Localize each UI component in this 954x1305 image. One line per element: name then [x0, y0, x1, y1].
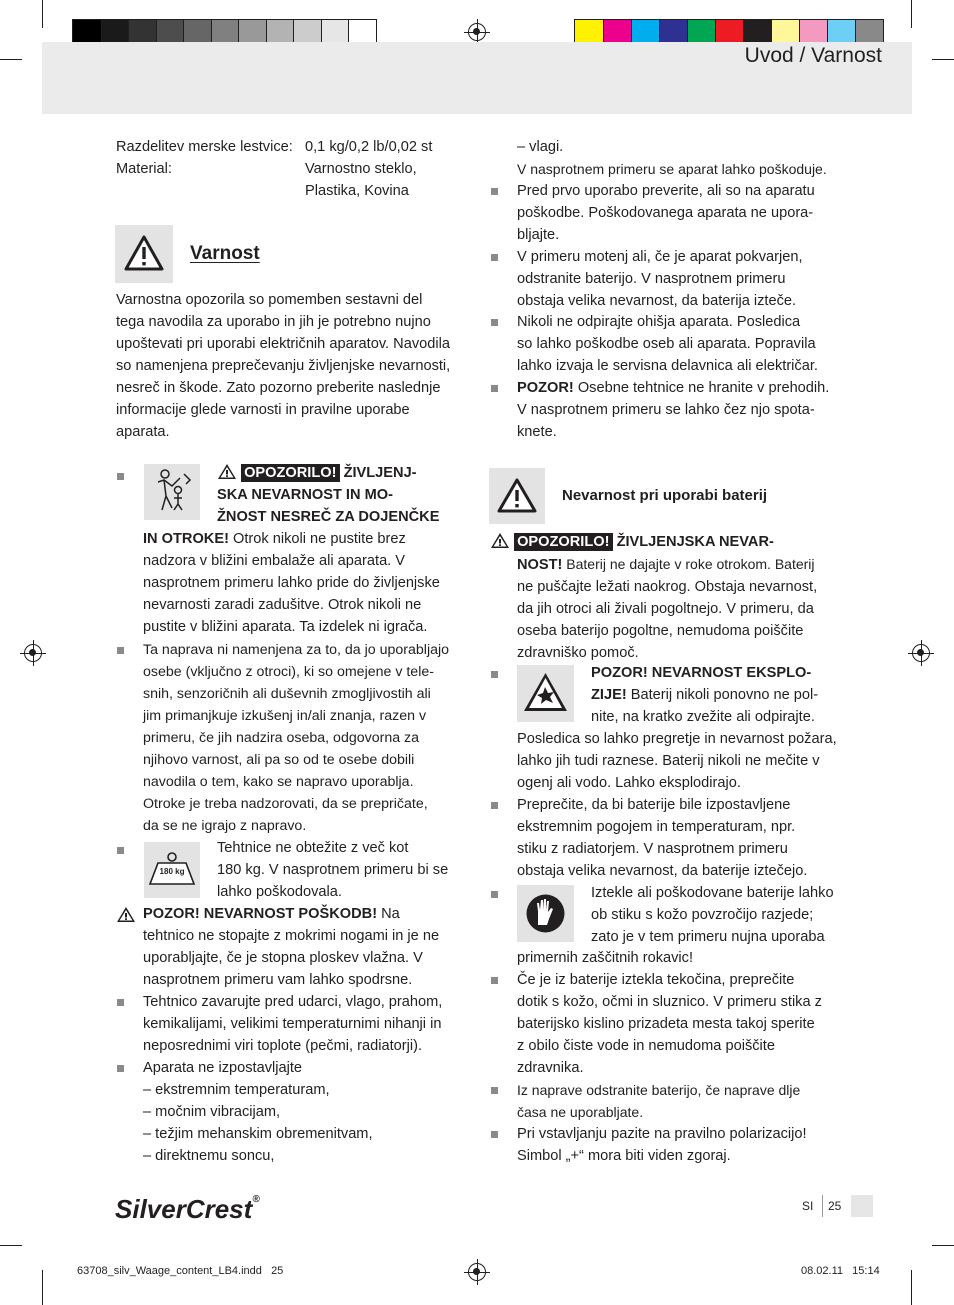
text-line: Varnostna opozorila so pomemben sestavni del	[116, 292, 423, 308]
explosion-warning	[591, 662, 851, 728]
do-not-open	[490, 311, 850, 377]
text-line: pustite v bližini aparata. Ta izdelek ni igrača.	[143, 619, 428, 635]
text-line: Preprečite, da bi baterije bile izpostavljene	[517, 797, 791, 813]
text-line: informacije glede varnosti in pravilne uporabe	[116, 402, 410, 418]
language-code: SI	[802, 1199, 814, 1213]
spec-table	[116, 136, 476, 202]
square-bullet-icon	[491, 891, 498, 898]
weight-limit	[217, 837, 477, 903]
battery-section-title: Nevarnost pri uporabi baterij	[562, 487, 768, 504]
warning-label: OPOZORILO!	[241, 464, 339, 482]
child-warning-heading: ŽIVLJENJ-	[343, 465, 417, 481]
text-line: uporabljajte, če je stopna ploskev vlažna. V	[143, 950, 423, 966]
text-line: nesreč in škode. Zato pozorno preberite naslednje	[116, 380, 441, 396]
battery-life-warning	[490, 531, 850, 664]
text-line: Tehtnice ne obtežite z več kot	[217, 840, 409, 856]
explosion-heading: POZOR! NEVARNOST EKSPLO-	[591, 665, 812, 681]
crop-mark	[932, 59, 954, 60]
text-line: da jih otroci ali živali pogoltnejo. V primeru, da	[517, 601, 814, 617]
file-info: 63708_silv_Waage_content_LB4.indd 25	[77, 1265, 284, 1277]
child-warning-heading: ŽNOST NESREČ ZA DOJENČKE	[217, 509, 440, 525]
child-warning-heading: SKA NEVARNOST IN MO-	[217, 487, 393, 503]
text-line: Iztekle ali poškodovane baterije lahko	[591, 885, 834, 901]
child-warning-heading: IN OTROKE!	[143, 531, 229, 547]
square-bullet-icon	[491, 319, 498, 326]
leak-continued	[517, 947, 857, 969]
text-line: so lahko poškodbe oseb ali aparata. Popravila	[517, 336, 816, 352]
explosion-text: Baterij nikoli ponovno ne pol-	[626, 687, 819, 703]
registration-mark-icon	[24, 644, 42, 662]
brand-logo-mark: ®	[252, 1194, 260, 1205]
warning-label: OPOZORILO!	[514, 533, 612, 551]
square-bullet-icon	[491, 1131, 498, 1138]
warning-triangle-icon	[489, 468, 545, 524]
square-bullet-icon	[491, 254, 498, 261]
registration-mark-icon	[468, 1263, 486, 1281]
exposure-item: – direktnemu soncu,	[143, 1148, 275, 1164]
spec-value: Varnostno steklo,	[305, 161, 417, 177]
text-line: 180 kg. V nasprotnem primeru bi se	[217, 862, 449, 878]
text-line: snih, senzoričnih ali duševnih zmogljivostih ali	[143, 686, 431, 702]
crop-mark	[42, 1270, 43, 1305]
text-line: z obilo čiste vode in nemudoma poiščite	[517, 1038, 775, 1054]
text-line: aparata.	[116, 424, 170, 440]
damage-heading: POZOR! NEVARNOST POŠKODB!	[143, 906, 378, 922]
text-line: kemikalijami, velikimi temperaturnimi nihanji in	[143, 1016, 442, 1032]
crop-mark	[911, 0, 912, 28]
text-line: oseba baterijo pogoltne, nemudoma poiščite	[517, 623, 804, 639]
text-line: odstranite baterijo. V nasprotnem primeru	[517, 271, 786, 287]
square-bullet-icon	[491, 977, 498, 984]
text-line: V primeru motenj ali, če je aparat pokvarjen,	[517, 249, 803, 265]
exposure-item: – ekstremnim temperaturam,	[143, 1082, 330, 1098]
text-line: ob stiku s kožo povzročijo razjede;	[591, 907, 814, 923]
text-line: obstaja velika nevarnost, da baterija izteče.	[517, 293, 797, 309]
brand-logo-text: SilverCrest	[115, 1194, 253, 1224]
warning-icon-box	[115, 225, 173, 283]
print-date: 08.02.11 15:14	[801, 1265, 880, 1277]
text-line: knete.	[517, 424, 557, 440]
text-line: Pred prvo uporabo preverite, ali so na aparatu	[517, 183, 815, 199]
square-bullet-icon	[117, 847, 124, 854]
text-line: ogenj ali vodo. Lahko eksplodirajo.	[517, 775, 741, 791]
text-line: zdravnika.	[517, 1060, 584, 1076]
text-line: zdravniško pomoč.	[517, 645, 639, 661]
square-bullet-icon	[117, 999, 124, 1006]
protect-scale	[116, 991, 476, 1057]
spec-label: Material:	[116, 161, 172, 177]
warning-triangle-icon	[115, 225, 173, 283]
crop-mark	[932, 1245, 954, 1246]
exposure-heading: Aparata ne izpostavljajte	[143, 1060, 303, 1076]
text-line: Simbol „+“ mora biti viden zgoraj.	[517, 1148, 731, 1164]
text-line: tehtnico ne stopajte z mokrimi nogami in je ne	[143, 928, 440, 944]
crop-mark	[0, 59, 22, 60]
text-line: zato je v tem primeru nujna uporaba	[591, 929, 825, 945]
explosion-heading: ZIJE!	[591, 687, 627, 703]
fault-remove-battery	[490, 246, 850, 312]
text-line: Ta naprava ni namenjena za to, da jo uporabljajo	[143, 642, 450, 658]
page-title: Uvod / Varnost	[744, 44, 882, 67]
child-warning-text: Otrok nikoli ne pustite brez	[228, 531, 406, 547]
text-line: osebe (vključno z otroci), ki so omejene v tele-	[143, 664, 434, 680]
registration-mark-icon	[912, 644, 930, 662]
text-line: nasprotnem primeru lahko pride do življenjske	[143, 575, 440, 591]
text-line: neposrednimi viri toplote (pečmi, radiatorji).	[143, 1038, 423, 1054]
explosion-icon-box	[517, 665, 574, 722]
text-line: poškodbe. Poškodovanega aparata ne upora-	[517, 205, 814, 221]
damage-warning	[116, 903, 476, 991]
battery-life-heading: ŽIVLJENJSKA NEVAR-	[616, 534, 774, 550]
explosion-continued	[517, 728, 857, 794]
text-line: ekstremnim pogojem in temperaturam, npr.	[517, 819, 796, 835]
text-line: nadzora v bližini embalaže ali aparata. V	[143, 553, 406, 569]
registration-mark-icon	[468, 23, 486, 41]
explosion-text: nite, na kratko zvežite ali odpirajte.	[591, 709, 815, 725]
text-line: lahko izvaja le servisna delavnica ali električar.	[517, 358, 818, 374]
gloves-icon-box	[517, 885, 574, 942]
remove-battery	[490, 1079, 850, 1123]
device-usage	[116, 639, 476, 837]
square-bullet-icon	[117, 647, 124, 654]
text-line: navodila o tem, kako se napravo uporablja.	[143, 774, 414, 790]
check-before-use	[490, 180, 850, 246]
child-warning	[217, 462, 477, 528]
crop-mark	[42, 0, 43, 28]
text-line: nasprotnem primeru vam lahko spodrsne.	[143, 972, 413, 988]
page-tab	[851, 1195, 873, 1217]
text-line: primeru, če jih nadzira oseba, odgovorna za	[143, 730, 420, 746]
right-top: – vlagi. V nasprotnem primeru se aparat lahko poškoduje.	[517, 139, 827, 177]
storage-text: Osebne tehtnice ne hranite v prehodih.	[573, 380, 830, 396]
text-line: Nikoli ne odpirajte ohišja aparata. Posledica	[517, 314, 801, 330]
page-number: 25	[828, 1199, 842, 1213]
page-divider	[822, 1195, 823, 1217]
spec-label	[116, 180, 305, 202]
warning-triangle-icon	[116, 905, 136, 923]
warning-triangle-icon	[490, 531, 510, 549]
spec-value: Plastika, Kovina	[305, 183, 409, 199]
text-line: Tehtnico zavarujte pred udarci, vlago, prahom,	[143, 994, 443, 1010]
child-warning-body	[143, 528, 483, 638]
gloves-icon	[517, 885, 574, 942]
battery-life-text: Baterij ne dajajte v roke otrokom. Baterij	[562, 556, 815, 572]
text-line: časa ne uporabljate.	[517, 1104, 644, 1120]
text-line: lahko jih tudi raznese. Baterij nikoli ne mečite v	[517, 753, 820, 769]
exposure-item: – močnim vibracijam,	[143, 1104, 281, 1120]
square-bullet-icon	[491, 671, 498, 678]
storage-warning	[490, 377, 850, 443]
damage-text: Na	[377, 906, 400, 922]
square-bullet-icon	[491, 188, 498, 195]
text-line: lahko poškodovala.	[217, 884, 342, 900]
battery-warning-icon-box	[489, 468, 545, 524]
spec-label: Razdelitev merske lestvice:	[116, 139, 293, 155]
battery-life-heading: NOST!	[517, 557, 563, 573]
brand-logo	[115, 1194, 260, 1225]
text-line: njihovo varnost, ali pa so od te osebe dobili	[143, 752, 415, 768]
fluid-contact	[490, 969, 850, 1079]
text-line: da se ne igrajo z napravo.	[143, 818, 307, 834]
text-line: baterijsko kislino prizadeta mesta takoj sperite	[517, 1016, 815, 1032]
child-icon-box	[144, 464, 200, 520]
spec-row	[116, 136, 476, 158]
text-line: Iz naprave odstranite baterijo, če naprave dlje	[517, 1082, 801, 1098]
storage-heading: POZOR!	[517, 380, 574, 396]
text-line: V nasprotnem primeru se lahko čez njo spota-	[517, 402, 815, 418]
crop-mark	[911, 1270, 912, 1305]
square-bullet-icon	[491, 1087, 498, 1094]
text-line: tega navodila za uporabo in jih je potrebno nujno	[116, 314, 431, 330]
safety-intro	[116, 289, 476, 443]
square-bullet-icon	[491, 385, 498, 392]
text-line: dotik s kožo, očmi in sluznico. V primeru stika z	[517, 994, 822, 1010]
text-line: so namenjena preprečevanju življenjske nevarnosti,	[116, 358, 451, 374]
extreme-conditions	[490, 794, 850, 882]
polarization	[490, 1123, 850, 1167]
warning-triangle-icon	[217, 462, 237, 480]
text-line: stiku z radiatorjem. V nasprotnem primeru	[517, 841, 788, 857]
text-line: obstaja velika nevarnost, da baterije iztečejo.	[517, 863, 808, 879]
text-line: Pri vstavljanju pazite na pravilno polarizacijo!	[517, 1126, 807, 1142]
weight-icon-label: 180 kg	[159, 867, 185, 876]
text-line: Če je iz baterije iztekla tekočina, preprečite	[517, 972, 795, 988]
text-line: Otroke je treba nadzorovati, da se prepričate,	[143, 796, 428, 812]
child-warning-icon	[144, 464, 200, 520]
spec-value: 0,1 kg/0,2 lb/0,02 st	[305, 139, 433, 155]
crop-mark	[0, 1245, 22, 1246]
text-line: primernih zaščitnih rokavic!	[517, 950, 693, 966]
text-line: ne puščajte ležati naokrog. Obstaja nevarnost,	[517, 579, 818, 595]
square-bullet-icon	[117, 1065, 124, 1072]
spec-row	[116, 158, 476, 180]
text-line: Posledica so lahko pregretje in nevarnost požara,	[517, 731, 837, 747]
text-line: bljajte.	[517, 227, 560, 243]
exposure-list	[116, 1057, 476, 1167]
square-bullet-icon	[491, 802, 498, 809]
spec-row	[116, 180, 476, 202]
exposure-item: – težjim mehanskim obremenitvam,	[143, 1126, 373, 1142]
leak-warning	[591, 882, 851, 948]
square-bullet-icon	[117, 473, 124, 480]
weight-icon-box	[144, 842, 200, 898]
text-line: upoštevati pri uporabi električnih aparatov. Navodila	[116, 336, 450, 352]
text-line: jim primanjkuje izkušenj in/ali znanja, razen v	[143, 708, 427, 724]
explosion-icon	[517, 665, 574, 722]
text-line: nevarnosti zaradi zadušitve. Otrok nikoli ne	[143, 597, 422, 613]
section-title-varnost: Varnost	[190, 243, 260, 264]
